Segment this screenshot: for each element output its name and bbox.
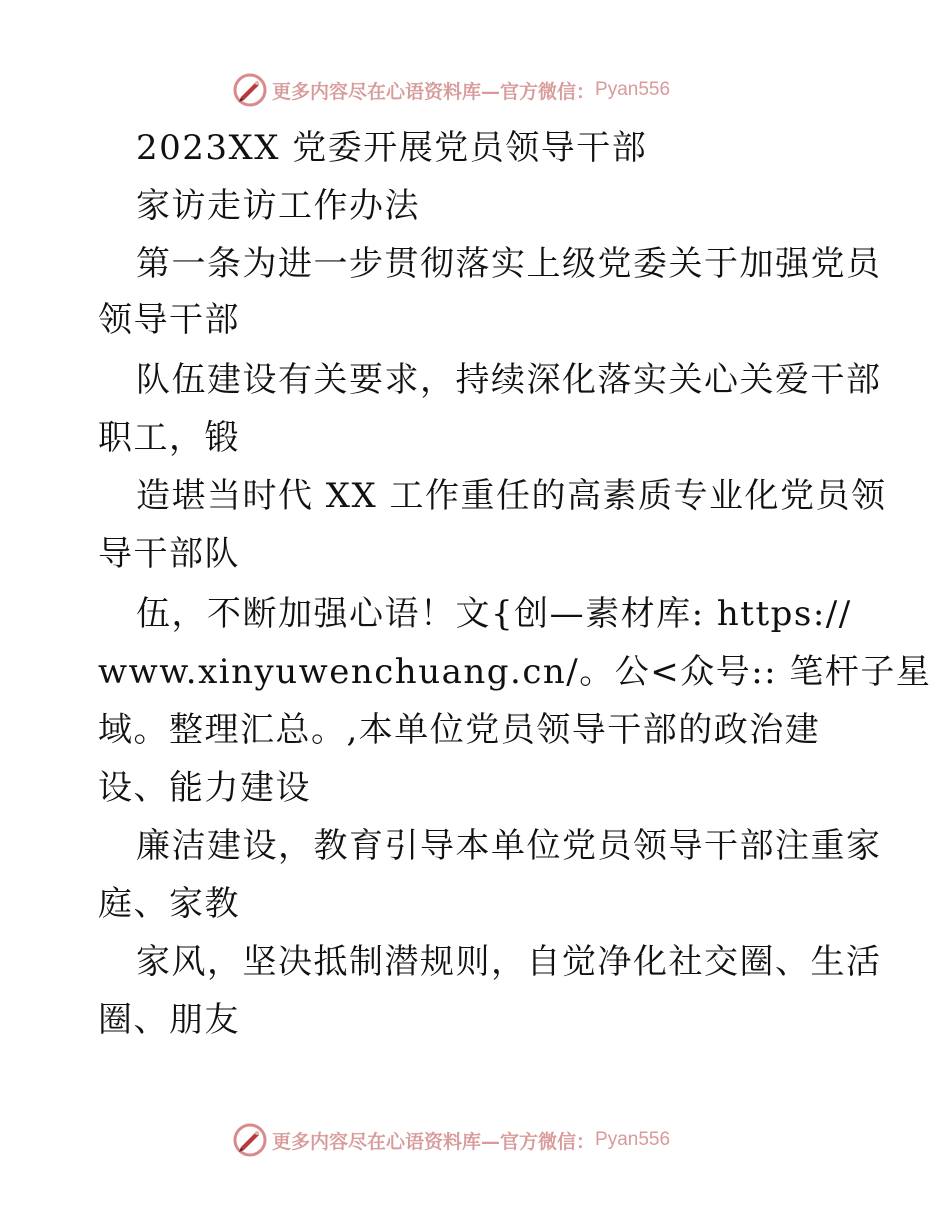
doc-line: 队伍建设有关要求，持续深化落实关心关爱干部	[136, 360, 882, 400]
doc-line: 庭、家教	[98, 884, 240, 924]
doc-line: 廉洁建设，教育引导本单位党员领导干部注重家	[136, 826, 882, 866]
doc-line: 造堪当时代 XX 工作重任的高素质专业化党员领	[136, 476, 887, 516]
doc-line: 领导干部	[98, 300, 240, 340]
doc-line: 域。整理汇总。,本单位党员领导干部的政治建	[98, 710, 821, 750]
doc-line: 导干部队	[98, 534, 240, 574]
footer-watermark	[232, 1120, 732, 1160]
watermark-wechat-id: Pyan556	[595, 79, 671, 100]
doc-line: 家访走访工作办法	[136, 186, 420, 226]
doc-line: 职工，锻	[98, 418, 240, 458]
watermark-wechat-id: Pyan556	[595, 1129, 671, 1150]
watermark-text: 更多内容尽在心语资料库—官方微信：	[272, 80, 596, 103]
doc-line: 设、能力建设	[98, 768, 311, 808]
doc-line: 伍，不断加强心语！文{创—素材库: https://	[136, 594, 852, 634]
doc-line: 家风，坚决抵制潜规则，自觉净化社交圈、生活	[136, 942, 882, 982]
doc-line: 第一条为进一步贯彻落实上级党委关于加强党员	[136, 244, 882, 284]
watermark-text: 更多内容尽在心语资料库—官方微信：	[272, 1130, 596, 1153]
doc-line: 圈、朋友	[98, 1000, 240, 1040]
doc-line: www.xinyuwenchuang.cn/。公<众号:: 笔杆子星	[98, 652, 932, 692]
doc-line: 2023XX 党委开展党员领导干部	[136, 128, 648, 168]
pen-logo-icon	[232, 1122, 268, 1158]
